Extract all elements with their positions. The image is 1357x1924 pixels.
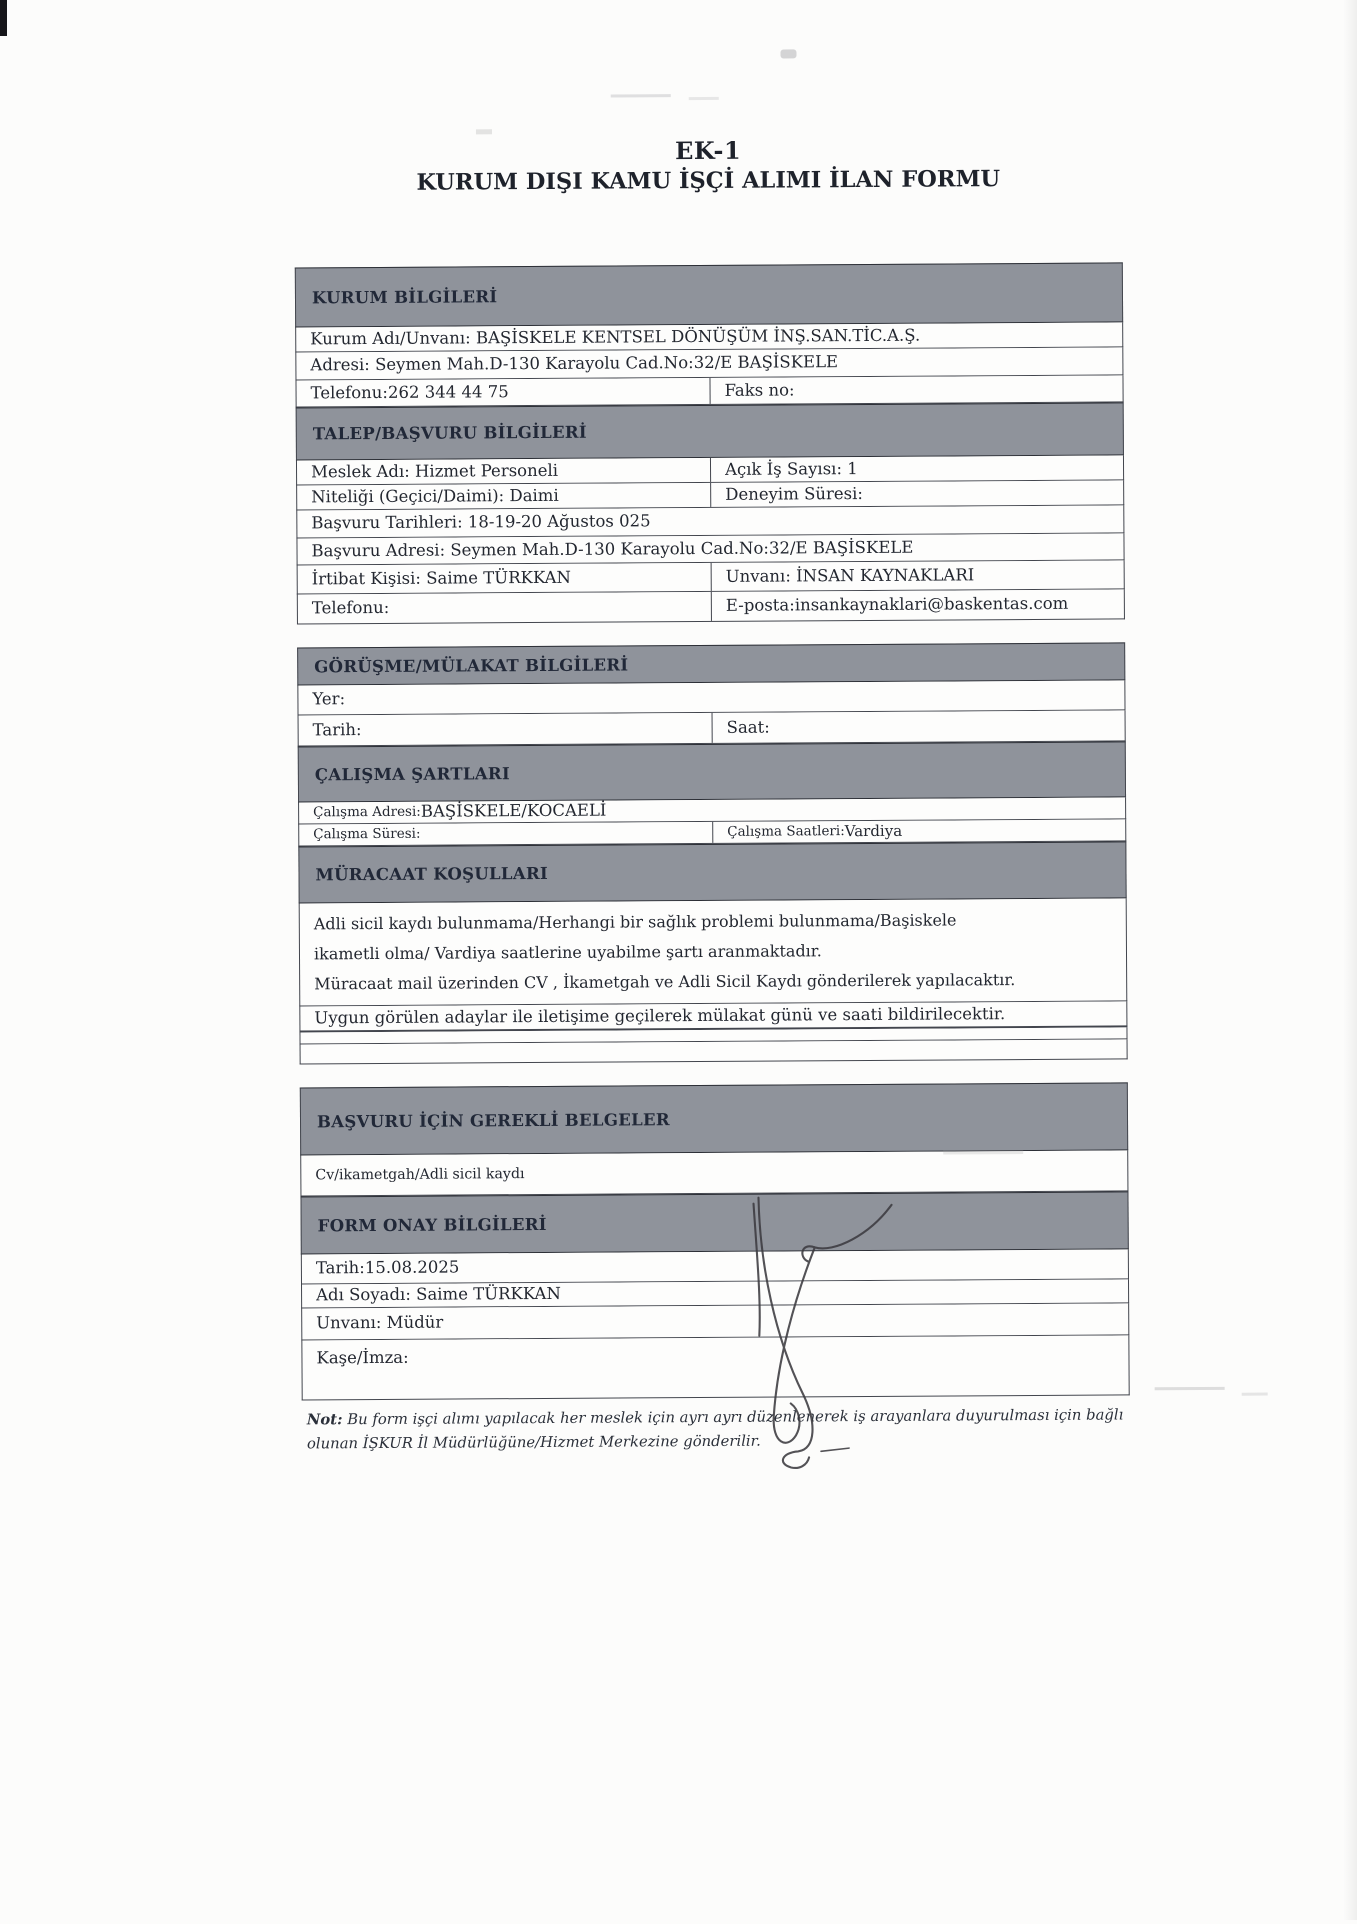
note-line-1: Not: Bu form işçi alımı yapılacak her meslek için ayrı ayrı düzenlenerek iş arayanlara duyurulması için bağlı	[306, 1406, 1124, 1429]
form-cell	[299, 713, 712, 746]
field-text: Kaşe/İmza:	[316, 1347, 409, 1368]
field-text: İrtibat Kişisi: Saime TÜRKKAN	[311, 567, 571, 588]
field-text-line: ikametli olma/ Vardiya saatlerine uyabilme şartı aranmaktadır.	[313, 941, 822, 964]
footer-note	[307, 1403, 1153, 1456]
form-cell	[302, 1335, 1128, 1399]
section-header	[297, 642, 1125, 685]
form-cell	[298, 563, 711, 594]
form-row	[301, 1335, 1129, 1400]
section-header-label: ÇALIŞMA ŞARTLARI	[314, 763, 510, 784]
form-cell	[296, 378, 709, 407]
form-cell	[712, 819, 1125, 843]
scan-artifact	[689, 97, 719, 100]
form-cell	[302, 1303, 1128, 1339]
document-header	[294, 133, 1122, 196]
field-text: Vardiya	[844, 821, 903, 841]
form-cell	[710, 455, 1123, 482]
section-header	[298, 841, 1126, 903]
form-cell	[709, 375, 1122, 404]
form-cell	[712, 710, 1125, 743]
form-cell	[297, 533, 1123, 564]
field-text: Adı Soyadı: Saime TÜRKKAN	[316, 1283, 561, 1305]
form-row	[301, 1303, 1129, 1340]
field-text: Çalışma Adresi:	[313, 803, 421, 821]
field-text: Niteliği (Geçici/Daimi): Daimi	[311, 485, 559, 506]
form-cell	[297, 483, 710, 510]
section-header-label: KURUM BİLGİLERİ	[311, 286, 498, 307]
field-text-line: Adli sicil kaydı bulunmama/Herhangi bir sağlık problemi bulunmama/Başiskele	[313, 910, 957, 934]
field-text: Tarih:15.08.2025	[315, 1257, 460, 1278]
form-cell	[296, 322, 1122, 351]
scan-artifact	[1155, 1387, 1225, 1390]
field-text: Telefonu:	[311, 597, 390, 618]
section-header	[298, 741, 1126, 802]
form-table	[295, 262, 1130, 1400]
form-cell	[711, 560, 1124, 591]
field-text: Uygun görülen adaylar ile iletişime geçilerek mülakat günü ve saati bildirilecektir.	[314, 1003, 1006, 1027]
field-text: Unvanı: İNSAN KAYNAKLARI	[725, 564, 975, 586]
form-cell	[300, 898, 1127, 1005]
field-text: Meslek Adı: Hizmet Personeli	[310, 460, 559, 481]
section-header-label: GÖRÜŞME/MÜLAKAT BİLGİLERİ	[314, 654, 629, 676]
section-header	[296, 402, 1124, 460]
field-text-line: Müracaat mail üzerinden CV , İkametgah ve Adli Sicil Kaydı gönderilerek yapılacaktır.	[314, 970, 1016, 994]
field-text: Faks no:	[724, 379, 795, 400]
form-cell	[298, 680, 1124, 714]
section-header-label: TALEP/BAŞVURU BİLGİLERİ	[312, 422, 587, 444]
section-header-label: BAŞVURU İÇİN GEREKLİ BELGELER	[316, 1109, 670, 1131]
section-header-label: FORM ONAY BİLGİLERİ	[317, 1214, 547, 1235]
form-row	[299, 898, 1128, 1006]
section-header-label: MÜRACAAT KOŞULLARI	[315, 863, 548, 885]
form-cell	[297, 505, 1123, 537]
form-cell	[298, 592, 711, 624]
form-cell	[299, 822, 712, 846]
scan-artifact	[611, 94, 671, 97]
field-text: Tarih:	[312, 719, 362, 739]
scan-artifact	[1242, 1393, 1268, 1396]
field-text: Unvanı: Müdür	[316, 1312, 444, 1333]
field-text: Adresi: Seymen Mah.D-130 Karayolu Cad.No:32/E BAŞİSKELE	[310, 352, 839, 375]
form-cell	[302, 1249, 1128, 1283]
scan-artifact	[476, 129, 492, 134]
section-header	[300, 1191, 1128, 1254]
section-header	[295, 262, 1123, 327]
field-text: Kurum Adı/Unvanı: BAŞİSKELE KENTSEL DÖNÜŞÜM İNŞ.SAN.TİC.A.Ş.	[310, 325, 921, 348]
field-text: Telefonu:262 344 44 75	[310, 381, 509, 402]
form-cell	[301, 1150, 1127, 1195]
field-text: Çalışma Süresi:	[313, 825, 421, 843]
field-text: Başvuru Tarihleri: 18-19-20 Ağustos 025	[311, 511, 651, 533]
note-line-2: olunan İŞKUR İl Müdürlüğüne/Hizmet Merkezine gönderilir.	[306, 1432, 761, 1453]
field-text: Yer:	[312, 689, 346, 709]
form-title: KURUM DIŞI KAMU İŞÇİ ALIMI İLAN FORMU	[416, 166, 1001, 196]
form-cell	[297, 458, 710, 485]
scan-artifact	[780, 49, 796, 58]
form-cell	[296, 347, 1122, 379]
field-text: Açık İş Sayısı: 1	[724, 458, 858, 479]
note-label: Not:	[306, 1411, 343, 1429]
field-text: Deneyim Süresi:	[725, 483, 864, 504]
page-title: EK-1	[674, 135, 742, 166]
field-text: Başvuru Adresi: Seymen Mah.D-130 Karayolu Cad.No:32/E BAŞİSKELE	[311, 537, 914, 560]
form-row	[300, 1150, 1128, 1196]
section-header	[300, 1082, 1128, 1155]
field-text: BAŞİSKELE/KOCAELİ	[420, 800, 607, 821]
field-text: Saat:	[726, 717, 770, 737]
form-cell	[710, 480, 1123, 507]
form-cell	[711, 589, 1124, 621]
field-text: E-posta:insankaynaklari@baskentas.com	[725, 593, 1069, 615]
form-cell	[300, 1001, 1126, 1030]
field-text: Çalışma Saatleri:	[727, 822, 845, 840]
form-row	[298, 710, 1126, 746]
field-text: Cv/ikametgah/Adli sicil kaydı	[315, 1165, 525, 1184]
